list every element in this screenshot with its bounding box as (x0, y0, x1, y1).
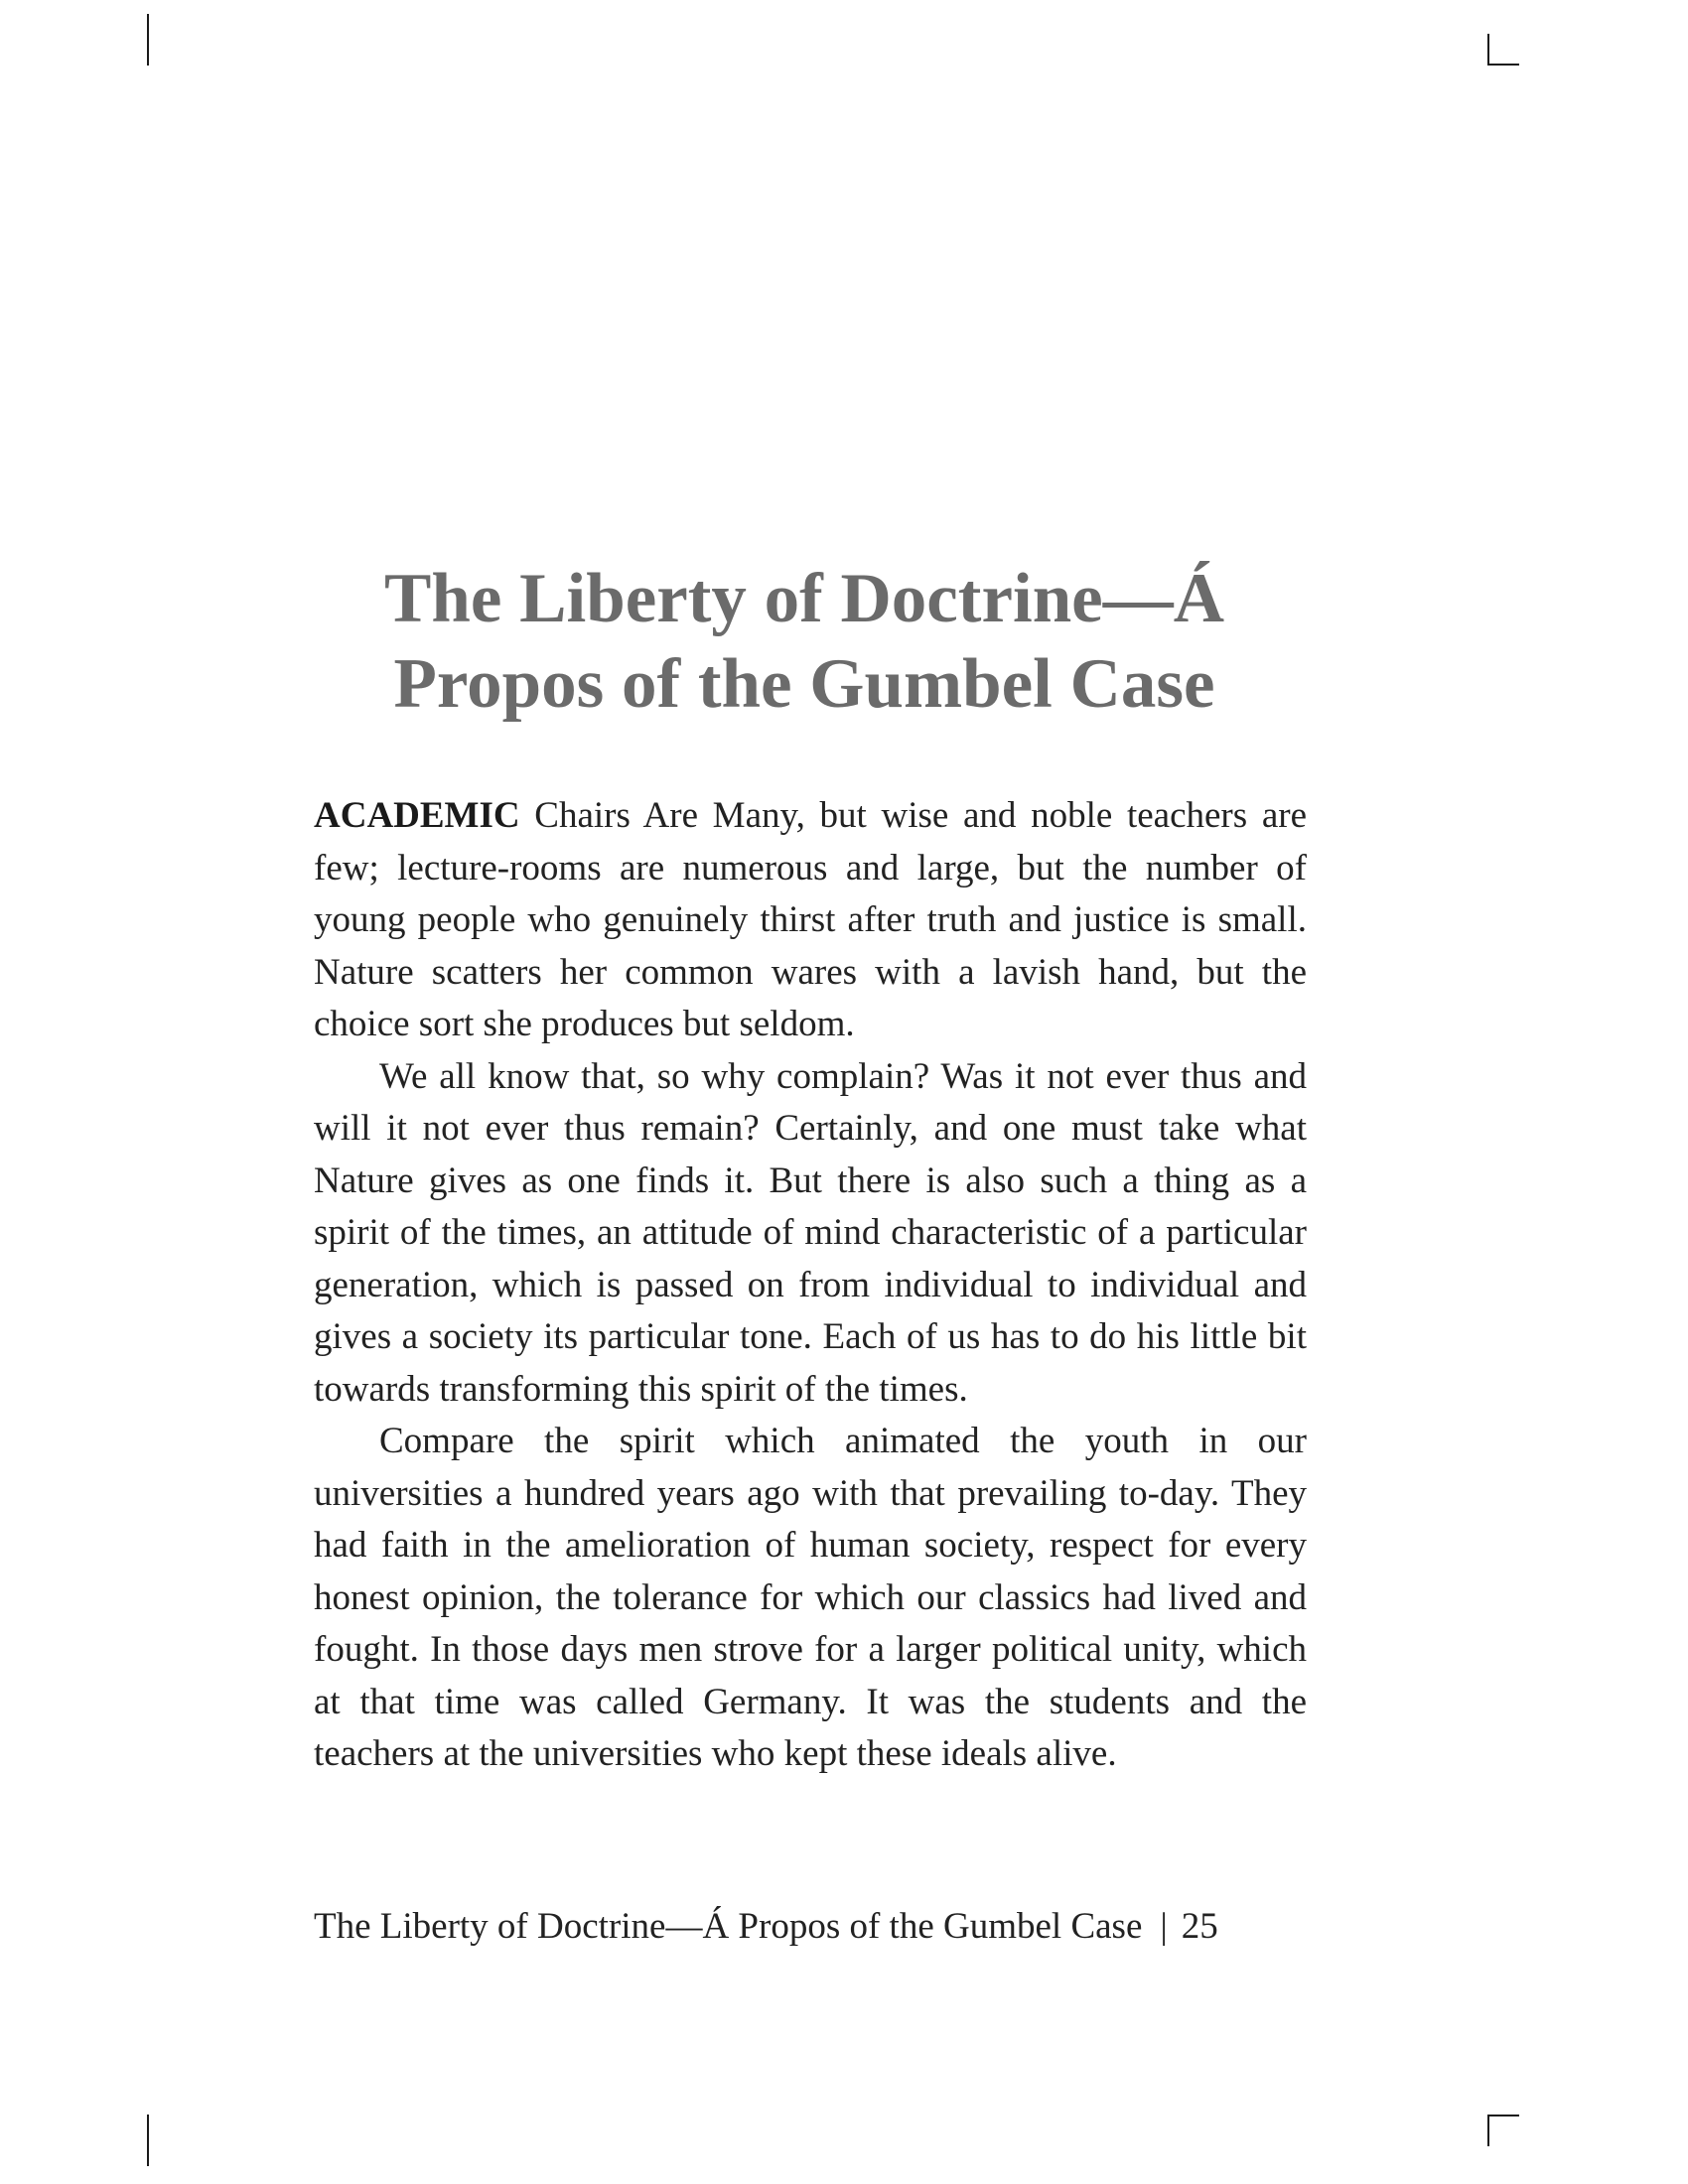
chapter-title-line-2: Propos of the Gumbel Case (393, 645, 1215, 723)
paragraph-2: We all know that, so why complain? Was it not ever thus and will it not ever thus remain? Certainly, and one must take what Nature gives as one finds it. But there is also such a thing as a spirit of the times, an attitude of mind characteristic of a particular generation, which is passed on from individual to individual and gives a society its particular tone. Each of us has to do his little bit towards transforming this spirit of the times. (314, 1055, 1307, 1410)
crop-mark-top-left (147, 14, 149, 66)
paragraph-1-text: Chairs Are Many, but wise and noble teachers are few; lecture-rooms are numerous and large, but the number of young people who genuinely thirst after truth and justice is small. Nature scatters her common wares with a lavish hand, but the choice sort she produces but seldom. (314, 795, 1307, 1044)
crop-mark-top-right (1487, 34, 1489, 66)
running-title: The Liberty of Doctrine—Á Propos of the Gumbel Case (314, 1906, 1143, 1947)
crop-mark-top-right-horizontal (1487, 64, 1519, 66)
crop-mark-bottom-left (147, 2115, 149, 2166)
chapter-title (298, 556, 1311, 727)
footer-separator: | (1160, 1906, 1168, 1947)
paragraph-1 (314, 790, 1307, 1051)
page-number: 25 (1181, 1906, 1218, 1947)
lead-word: ACADEMIC (314, 795, 520, 836)
paragraph-3: Compare the spirit which animated the youth in our universities a hundred years ago with that prevailing to-day. They had faith in the amelioration of human society, respect for every honest opinion, the tolerance for which our classics had lived and fought. In those days men strove for a larger political unity, which at that time was called Germany. It was the students and the teachers at the universities who kept these ideals alive. (314, 1421, 1307, 1774)
chapter-title-line-1: The Liberty of Doctrine—Á (384, 560, 1224, 637)
crop-mark-bottom-right (1487, 2115, 1489, 2146)
page-footer (314, 1902, 1307, 1952)
chapter-body (314, 790, 1307, 1781)
crop-mark-bottom-right-horizontal (1487, 2115, 1519, 2116)
